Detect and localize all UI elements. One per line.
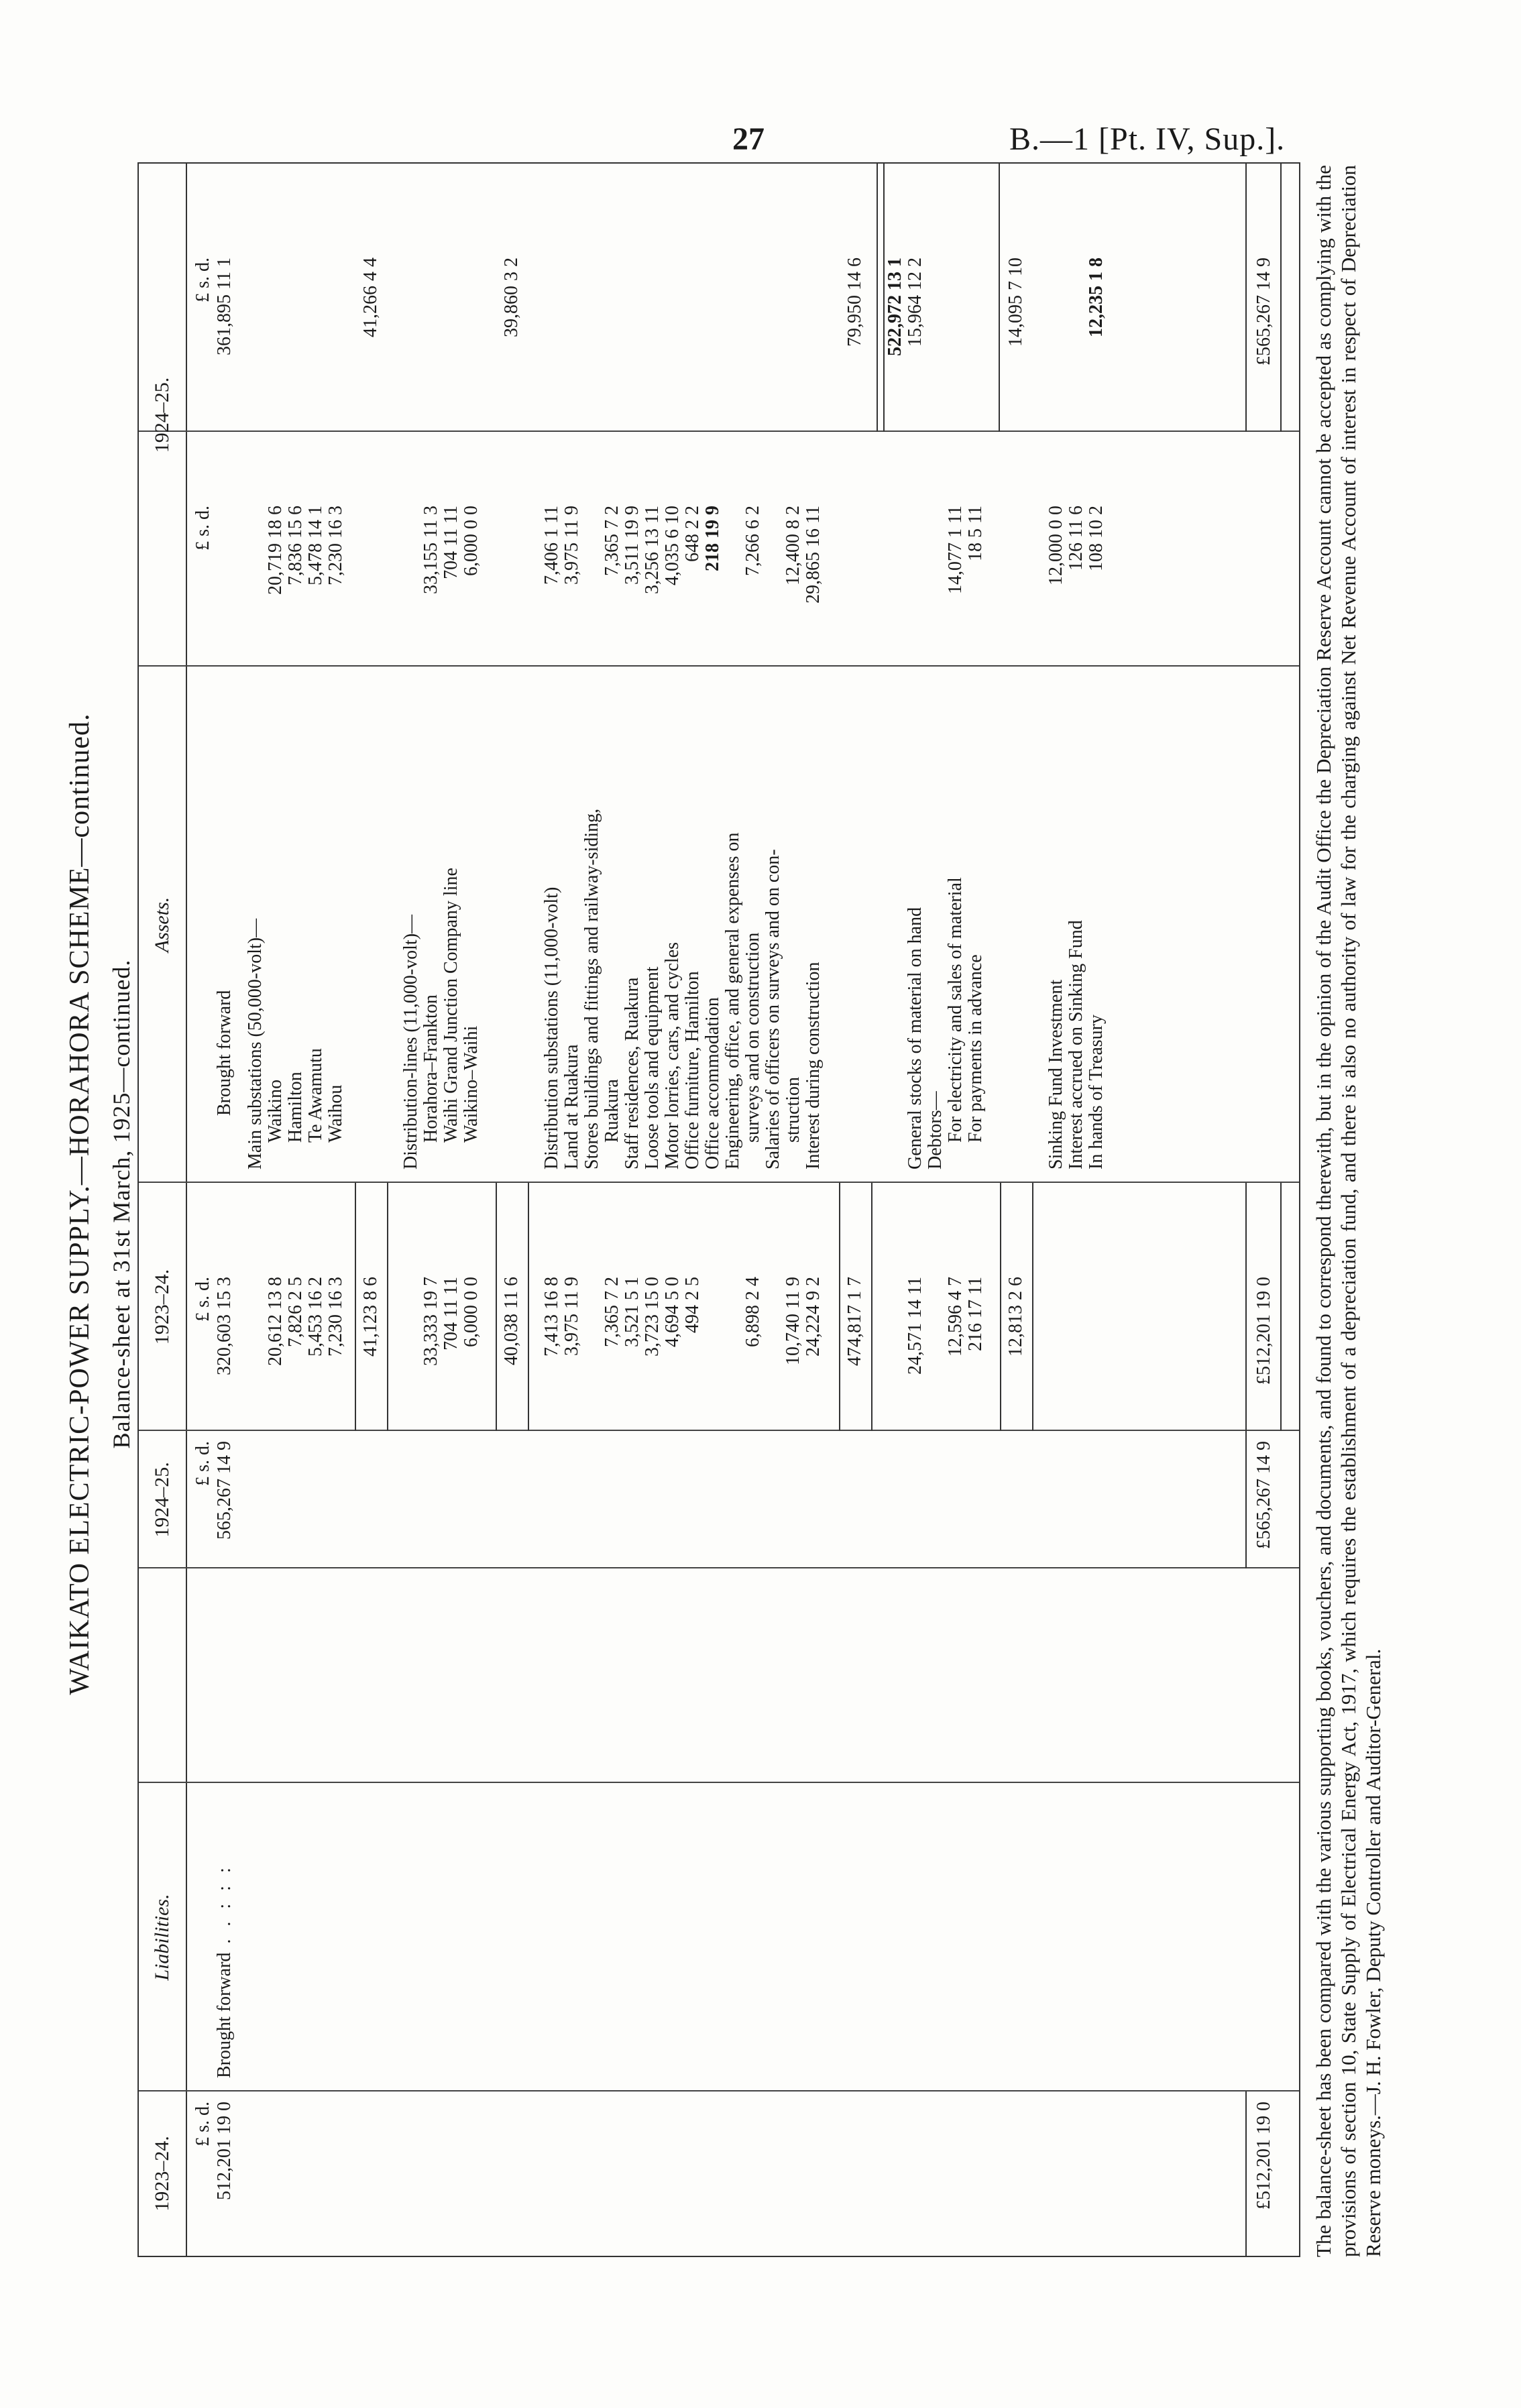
double-rule: [1280, 164, 1282, 432]
asset-row-label: Hamilton: [285, 1072, 306, 1143]
asset-row-curr-detail: 3,511 19 9: [622, 506, 642, 585]
asset-row-prev-value: 12,596 4 7: [945, 1277, 966, 1357]
asset-row-prev-value: 7,230 16 3: [325, 1277, 346, 1357]
liabilities-total-prev: £512,201 19 0: [1253, 2102, 1274, 2210]
col-header-curr-year: 1924–25.: [151, 377, 173, 453]
audit-footnote: The balance-sheet has been compared with the various supporting books, vouchers, and documents, and found to correspond therewith, but in the opinion of the Audit Office the Depreciation Reserve Account cannot be accepted as complying with the provisions of section 10, State Supply of Electrical Energy Act, 1917, which requires the establishment of a depreciation fund, and there is also no authority of law for the charging against Net Revenue Account of interest in respect of Depreciation Reserve moneys.—J. H. Fowler, Deputy Controller and Auditor-General.: [1312, 165, 1385, 2257]
asset-row-label: Ruakura: [602, 1079, 622, 1143]
asset-row-label: Loose tools and equipment: [642, 966, 663, 1169]
double-rule: [1280, 1183, 1282, 1431]
asset-row-label: In hands of Treasury: [1086, 1015, 1107, 1169]
total-rule: [1245, 1183, 1247, 1431]
asset-row-prev-value: 494 2 5: [682, 1277, 703, 1333]
document-subtitle: Balance-sheet at 31st March, 1925—continued.: [108, 959, 135, 1449]
subtotal-rule: [1000, 1183, 1001, 1431]
page-reference: B.—1 [Pt. IV, Sup.].: [1009, 121, 1286, 157]
asset-row-curr-total: 41,266 4 4: [360, 257, 381, 337]
asset-row-curr-detail: 12,400 8 2: [783, 506, 803, 585]
asset-row-curr-detail: 6,000 0 0: [461, 506, 482, 576]
asset-row-curr-detail: 7,230 16 3: [325, 506, 346, 585]
asset-row-prev-value: 40,038 11 6: [501, 1277, 522, 1365]
asset-row-curr-detail: 14,077 1 11: [945, 506, 966, 594]
col-header-assets: Assets.: [151, 897, 173, 953]
asset-row-curr-detail: 126 11 6: [1066, 506, 1086, 571]
subtotal-rule: [999, 164, 1000, 432]
asset-row-label: Horahora–Frankton: [420, 994, 441, 1143]
subtotal-rule: [496, 1183, 497, 1431]
subtotal-rule: [355, 1183, 356, 1431]
asset-row-curr-detail: 20,719 18 6: [265, 506, 286, 595]
asset-row-curr-detail: 3,256 13 11: [642, 506, 663, 594]
unit-label: £ s. d.: [192, 506, 213, 551]
asset-row-prev-value: 704 11 11: [441, 1277, 461, 1351]
asset-row-prev-value: 320,603 15 3: [214, 1277, 235, 1375]
subtotal-rule: [883, 164, 885, 432]
assets-total-prev: £512,201 19 0: [1253, 1277, 1274, 1385]
unit-label: £ s. d.: [192, 257, 213, 302]
asset-row-label: Office accommodation: [702, 997, 723, 1169]
asset-row-label: Sinking Fund Investment: [1046, 979, 1066, 1169]
unit-label: £ s. d.: [192, 1441, 213, 1486]
subtotal-rule: [871, 1183, 872, 1431]
subtotal-rule: [1032, 1183, 1033, 1431]
asset-row-curr-detail: 4,035 6 10: [662, 506, 683, 585]
asset-row-prev-value: 474,817 1 7: [844, 1277, 865, 1366]
asset-row-curr-detail: 33,155 11 3: [420, 506, 441, 594]
asset-row-curr-detail: 108 10 2: [1086, 506, 1107, 571]
subtotal-rule: [528, 1183, 529, 1431]
total-rule: [1245, 2091, 1247, 2256]
asset-row-prev-value: 3,521 5 1: [622, 1277, 642, 1347]
asset-row-label: Waihi Grand Junction Company line: [441, 868, 461, 1143]
asset-row-prev-value: 10,740 11 9: [783, 1277, 803, 1365]
asset-row-curr-total: 15,964 12 2: [905, 257, 925, 347]
asset-row-label: Interest during construction: [803, 962, 824, 1169]
asset-row-curr-detail: 29,865 16 11: [803, 506, 824, 604]
document-title: WAIKATO ELECTRIC-POWER SUPPLY.—HORAHORA SCHEME—continued.: [64, 713, 95, 1695]
asset-row-label: Salaries of officers on surveys and on con-: [763, 849, 783, 1169]
subtotal-rule: [839, 1183, 840, 1431]
asset-row-label: Brought forward: [214, 990, 235, 1116]
col-divider: [139, 665, 1299, 667]
asset-row-curr-detail: 7,266 6 2: [742, 506, 763, 576]
asset-row-label: surveys and on construction: [742, 932, 763, 1143]
asset-row-curr-detail: 7,406 1 11: [541, 506, 562, 585]
asset-row-curr-detail: 648 2 2: [682, 506, 703, 562]
asset-row-prev-value: 6,898 2 4: [742, 1277, 763, 1347]
header-divider: [186, 164, 187, 2256]
asset-row-label: Staff residences, Ruakura: [622, 977, 642, 1169]
asset-row-curr-detail: 218 19 9: [702, 506, 723, 571]
asset-row-prev-value: 3,723 15 0: [642, 1277, 663, 1357]
asset-row-label: General stocks of material on hand: [905, 907, 925, 1169]
asset-row-curr-total: 12,235 1 8: [1086, 257, 1107, 337]
total-rule: [1245, 1431, 1247, 1568]
col-header-liabilities: Liabilities.: [151, 1894, 173, 1981]
asset-row-prev-value: 216 17 11: [965, 1277, 986, 1351]
asset-row-curr-detail: 12,000 0 0: [1046, 506, 1066, 585]
asset-row-prev-value: 24,224 9 2: [803, 1277, 824, 1357]
asset-row-prev-value: 24,571 14 11: [905, 1277, 925, 1375]
asset-row-prev-value: 4,694 5 0: [662, 1277, 683, 1347]
asset-row-label: For payments in advance: [965, 954, 986, 1143]
col-divider: [139, 1782, 1299, 1783]
asset-row-prev-value: 3,975 11 9: [561, 1277, 582, 1356]
asset-row-curr-detail: 7,836 15 6: [285, 506, 306, 585]
col-divider: [139, 431, 1299, 432]
asset-row-label: Stores buildings and fittings and railway-siding,: [581, 808, 602, 1169]
total-rule: [1245, 164, 1247, 432]
liabilities-total-curr: £565,267 14 9: [1253, 1441, 1274, 1549]
liabilities-curr-value: 565,267 14 9: [214, 1441, 235, 1540]
asset-row-prev-value: 7,826 2 5: [285, 1277, 306, 1347]
asset-row-label: Motor lorries, cars, and cycles: [662, 942, 683, 1169]
col-header-prev-year: 1923–24.: [151, 2136, 173, 2212]
asset-row-prev-value: 20,612 13 8: [265, 1277, 286, 1366]
asset-row-label: Waihou: [325, 1084, 346, 1143]
asset-row-curr-detail: 704 11 11: [441, 506, 461, 579]
asset-row-curr-total: 361,895 11 1: [214, 257, 235, 355]
col-divider: [139, 2090, 1299, 2091]
asset-row-curr-total: 79,950 14 6: [844, 257, 865, 347]
asset-row-label: struction: [783, 1077, 803, 1143]
asset-row-label: Office furniture, Hamilton: [682, 971, 703, 1169]
assets-total-curr: £565,267 14 9: [1253, 257, 1274, 365]
subtotal-rule: [877, 164, 878, 432]
asset-row-curr-detail: 5,478 14 1: [305, 506, 326, 585]
unit-label: £ s. d.: [192, 1277, 213, 1322]
page-number: 27: [732, 121, 765, 157]
col-divider: [139, 1182, 1299, 1183]
asset-row-label: Debtors—: [925, 1091, 946, 1169]
asset-row-prev-value: 6,000 0 0: [461, 1277, 482, 1347]
asset-row-curr-detail: 7,365 7 2: [602, 506, 622, 576]
subtotal-rule: [387, 1183, 388, 1431]
col-divider: [139, 1567, 1299, 1568]
asset-row-label: For electricity and sales of material: [945, 877, 966, 1143]
asset-row-label: Te Awamutu: [305, 1048, 326, 1143]
asset-row-prev-value: 33,333 19 7: [420, 1277, 441, 1366]
asset-row-curr-total: 14,095 7 10: [1005, 257, 1026, 347]
asset-row-curr-detail: 18 5 11: [965, 506, 986, 561]
asset-row-curr-detail: 3,975 11 9: [561, 506, 582, 585]
asset-row-prev-value: 12,813 2 6: [1005, 1277, 1026, 1357]
asset-row-prev-value: 41,123 8 6: [360, 1277, 381, 1357]
col-header-curr-year: 1924–25.: [151, 1462, 173, 1538]
asset-row-prev-value: 7,413 16 8: [541, 1277, 562, 1357]
asset-row-label: Waikino: [265, 1079, 286, 1143]
asset-row-label: Waikino–Waihi: [461, 1025, 482, 1143]
asset-row-prev-value: 5,453 16 2: [305, 1277, 326, 1357]
asset-row-label: Main substations (50,000-volt)—: [245, 918, 266, 1169]
unit-label: £ s. d.: [192, 2102, 213, 2146]
balance-sheet-table: [137, 162, 1300, 2257]
asset-row-label: Engineering, office, and general expenses on: [722, 832, 743, 1169]
asset-row-curr-total: 522,972 13 1: [885, 257, 905, 356]
asset-row-label: Distribution substations (11,000-volt): [541, 886, 562, 1169]
asset-row-prev-value: 7,365 7 2: [602, 1277, 622, 1347]
asset-row-label: Interest accrued on Sinking Fund: [1066, 920, 1086, 1169]
asset-row-label: Land at Ruakura: [561, 1044, 582, 1169]
asset-row-curr-total: 39,860 3 2: [501, 257, 522, 337]
liabilities-prev-value: 512,201 19 0: [214, 2102, 235, 2200]
col-header-prev-year: 1923–24.: [151, 1269, 173, 1345]
liabilities-brought-forward: Brought forward . . : : :: [214, 1864, 235, 2078]
asset-row-label: Distribution-lines (11,000-volt)—: [400, 914, 421, 1169]
col-divider: [139, 1430, 1299, 1431]
